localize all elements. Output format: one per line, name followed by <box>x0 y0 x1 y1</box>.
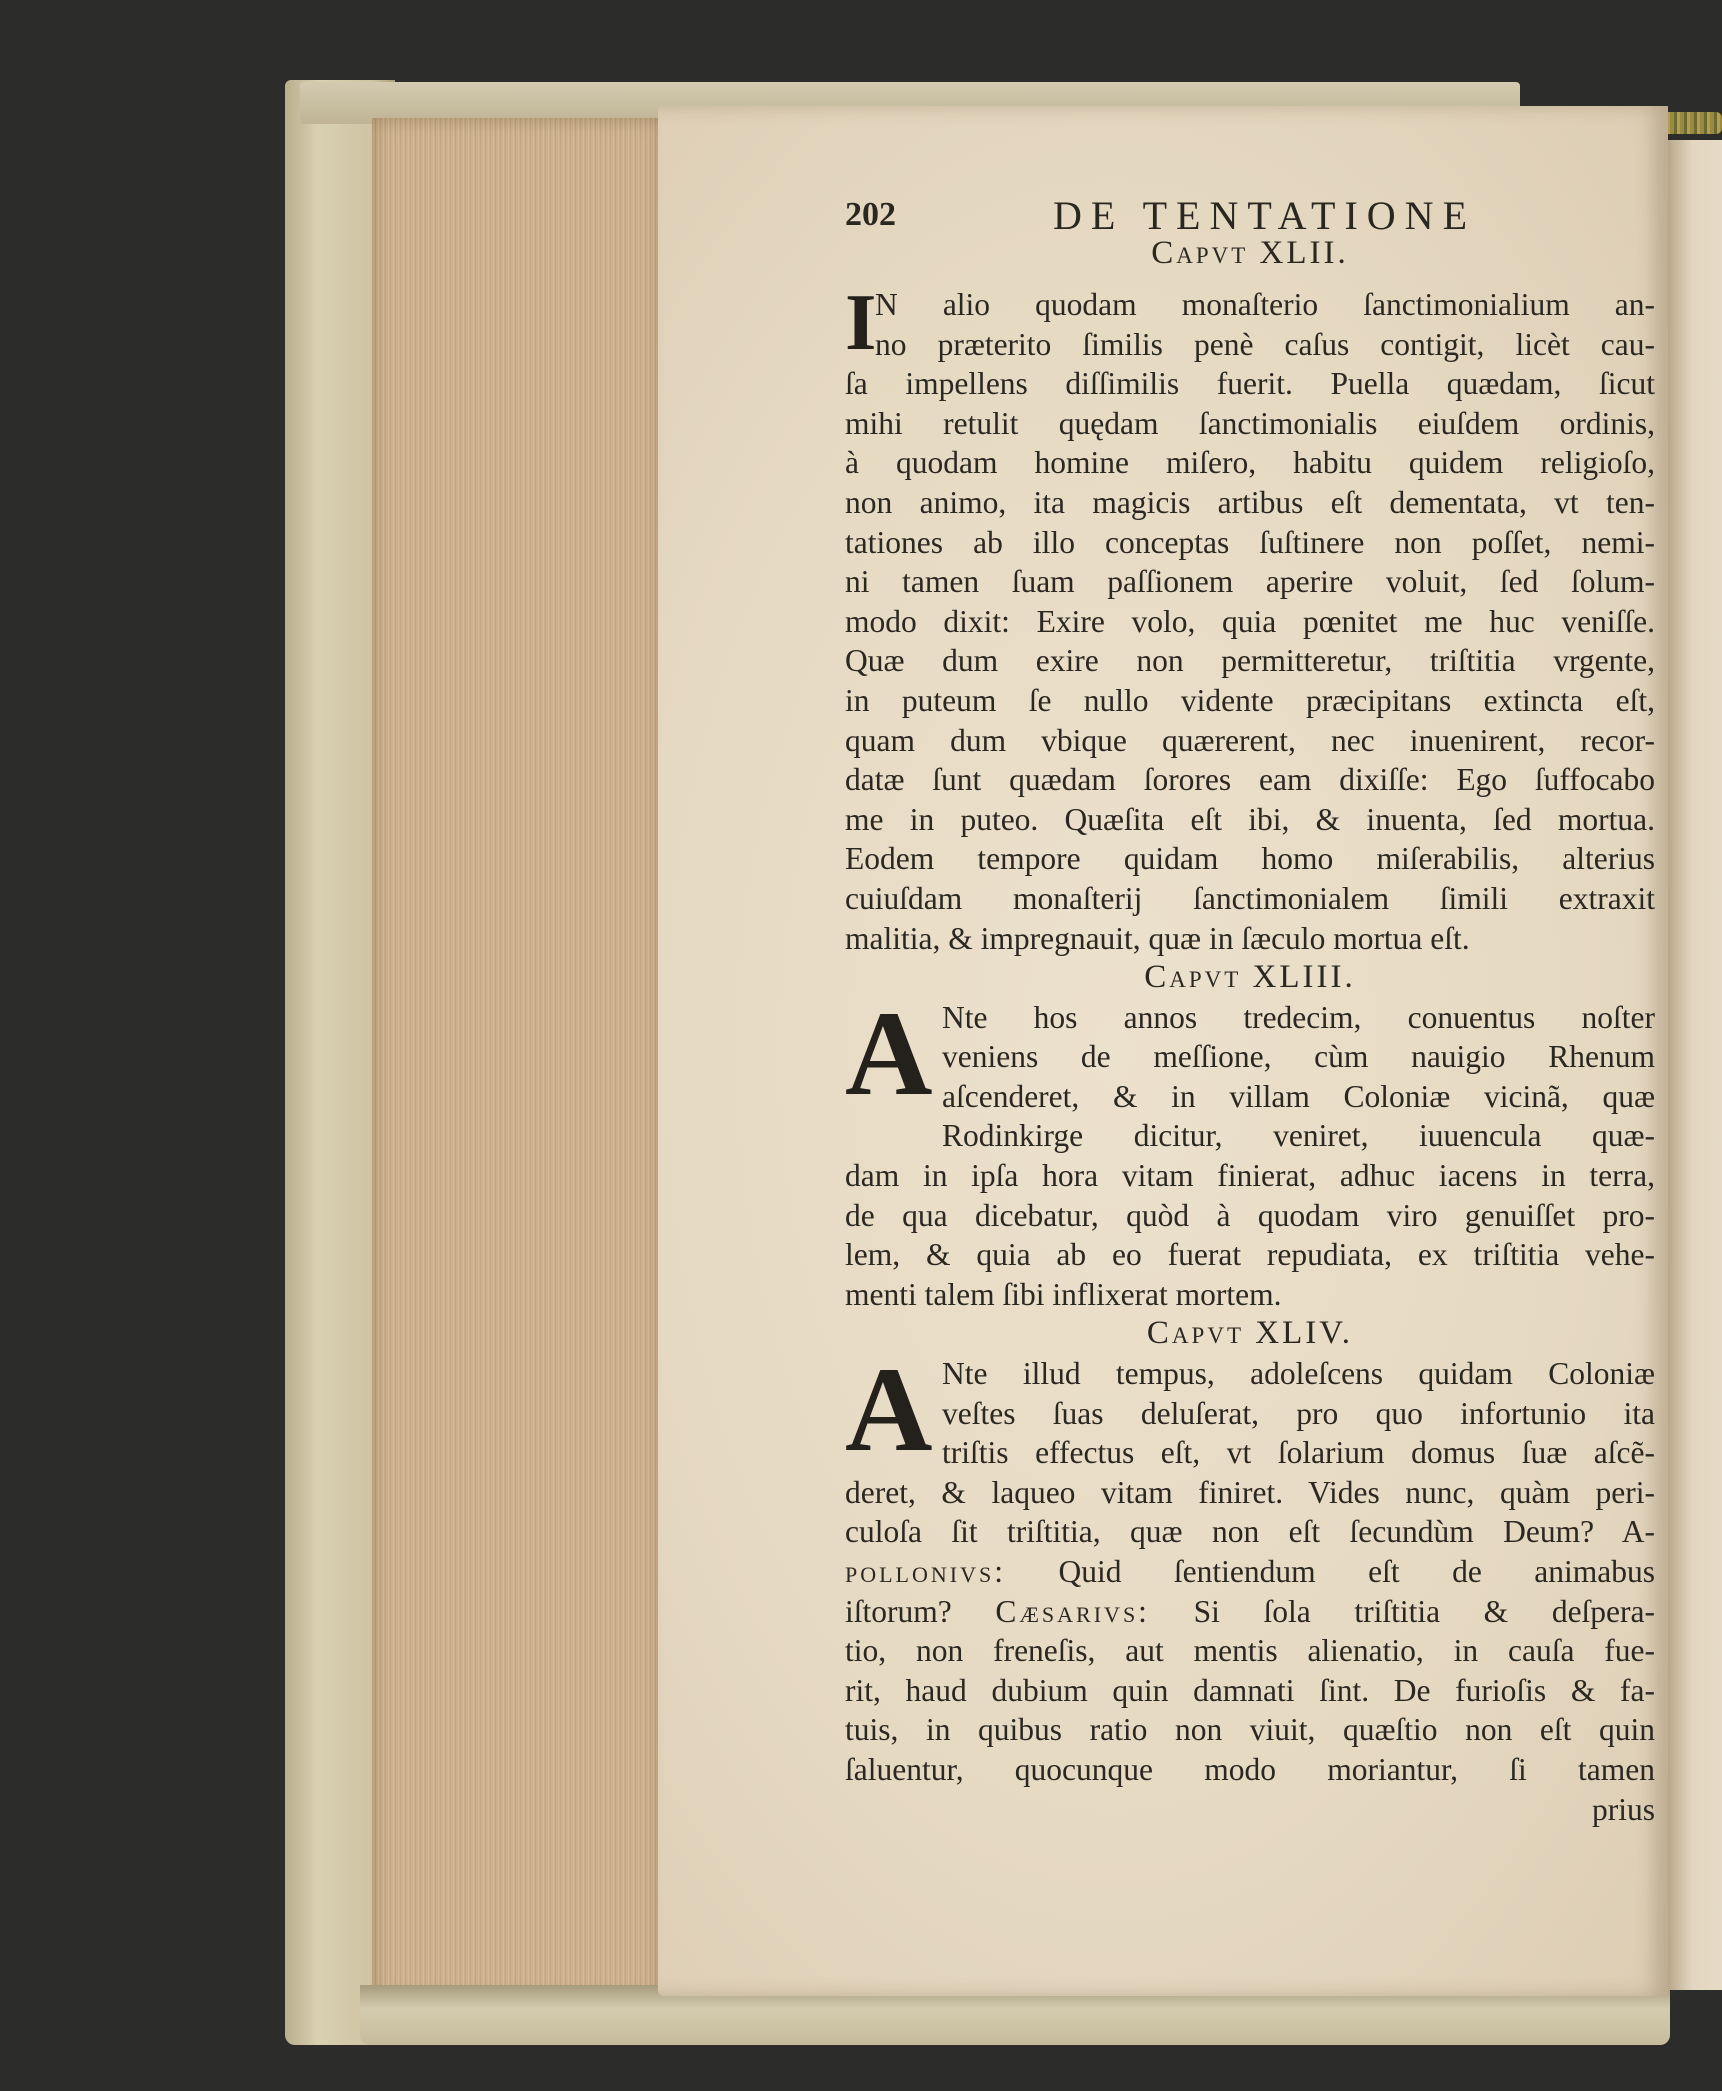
text-line: ſa impellens diſſimilis fuerit. Puella quædam, ſicut <box>845 366 1655 402</box>
text-line: veniens de meſſione, cùm nauigio Rhenum <box>942 1039 1655 1075</box>
text-line: ni tamen ſuam paſſionem aperire voluit, ſed ſolum- <box>845 564 1655 600</box>
text-segment: iſtorum? <box>845 1593 996 1629</box>
text-line: quam dum vbique quærerent, nec inuenirent, recor- <box>845 722 1655 758</box>
text-line <box>845 1552 1655 1592</box>
drop-cap: A <box>845 986 933 1121</box>
speaker-name: pollonivs: <box>845 1554 1006 1589</box>
drop-cap: I <box>845 278 877 367</box>
body-text <box>845 235 1655 1829</box>
text-line: à quodam homine miſero, habitu quidem religioſo, <box>845 445 1655 481</box>
text-line: no præterito ſimilis penè caſus contigit, licèt cau- <box>875 326 1655 362</box>
text-line: tationes ab illo conceptas ſuſtinere non poſſet, nemi- <box>845 524 1655 560</box>
running-title: DE TENTATIONE <box>1053 193 1476 238</box>
chapter-3-text <box>845 1343 1655 1790</box>
chapter-heading: Capvt XLIII. <box>1144 959 1356 996</box>
text-line: Rodinkirge dicitur, veniret, iuuencula quæ- <box>942 1118 1655 1154</box>
facing-page-edge <box>1668 140 1722 1990</box>
text-line: deret, & laqueo vitam finiret. Vides nunc, quàm peri- <box>845 1474 1655 1510</box>
text-line: culoſa ſit triſtitia, quæ non eſt ſecundùm Deum? A- <box>845 1514 1655 1550</box>
drop-cap: A <box>845 1343 933 1478</box>
text-line: in puteum ſe nullo vidente præcipitans extincta eſt, <box>845 682 1655 718</box>
text-line: mihi retulit quędam ſanctimonialis eiuſdem ordinis, <box>845 405 1655 441</box>
text-line: aſcenderet, & in villam Coloniæ vicinã, quæ <box>942 1078 1655 1114</box>
text-line <box>845 1592 1655 1632</box>
text-line: cuiuſdam monaſterij ſanctimonialem ſimili extraxit <box>845 880 1655 916</box>
text-line: triſtis effectus eſt, vt ſolarium domus ſuæ aſcẽ- <box>942 1435 1655 1471</box>
text-line: lem, & quia ab eo fuerat repudiata, ex triſtitia vehe- <box>845 1237 1655 1273</box>
text-line: menti talem ſibi inflixerat mortem. <box>845 1276 1282 1312</box>
text-line: veſtes ſuas deluſerat, pro quo infortunio ita <box>942 1395 1655 1431</box>
speaker-name: Cæsarivs: <box>995 1593 1150 1629</box>
text-line: datæ ſunt quædam ſorores eam dixiſſe: Ego ſuffocabo <box>845 762 1655 798</box>
text-line: non animo, ita magicis artibus eſt dementata, vt ten- <box>845 484 1655 520</box>
text-line: tio, non freneſis, aut mentis alienatio, in cauſa fue- <box>845 1633 1655 1669</box>
text-line: ſaluentur, quocunque modo moriantur, ſi tamen <box>845 1751 1655 1787</box>
text-line: N alio quodam monaſterio ſanctimonialium an- <box>875 287 1655 322</box>
text-line: de qua dicebatur, quòd à quodam viro genuiſſet pro- <box>845 1197 1655 1233</box>
text-line: Nte illud tempus, adoleſcens quidam Coloniæ <box>942 1356 1655 1392</box>
text-line: Nte hos annos tredecim, conuentus noſter <box>942 999 1655 1035</box>
page-header <box>845 192 1655 238</box>
text-segment: Quid ſentiendum eſt de animabus <box>1005 1554 1655 1589</box>
catchword: prius <box>1592 1791 1655 1827</box>
page-block-edge <box>372 118 662 2000</box>
text-line: Quæ dum exire non permitteretur, triſtitia vrgente, <box>845 643 1655 679</box>
text-line: tuis, in quibus ratio non viuit, quæſtio non eſt quin <box>845 1712 1655 1748</box>
text-line: modo dixit: Exire volo, quia pœnitet me huc veniſſe. <box>845 603 1655 639</box>
chapter-1-text <box>845 278 1655 958</box>
text-line: me in puteo. Quæſita eſt ibi, & inuenta, ſed mortua. <box>845 801 1655 837</box>
text-line: Eodem tempore quidam homo miſerabilis, alterius <box>845 841 1655 877</box>
text-segment: Si ſola triſtitia & deſpera- <box>1149 1593 1655 1629</box>
chapter-2-text <box>845 986 1655 1315</box>
chapter-heading: Capvt XLII. <box>1151 235 1349 271</box>
chapter-heading: Capvt XLIV. <box>1146 1315 1354 1352</box>
text-line: malitia, & impregnauit, quæ in ſæculo mortua eſt. <box>845 920 1470 956</box>
page-number: 202 <box>845 196 896 233</box>
text-line: dam in ipſa hora vitam finierat, adhuc iacens in terra, <box>845 1158 1655 1194</box>
text-line: rit, haud dubium quin damnati ſint. De furioſis & fa- <box>845 1672 1655 1708</box>
